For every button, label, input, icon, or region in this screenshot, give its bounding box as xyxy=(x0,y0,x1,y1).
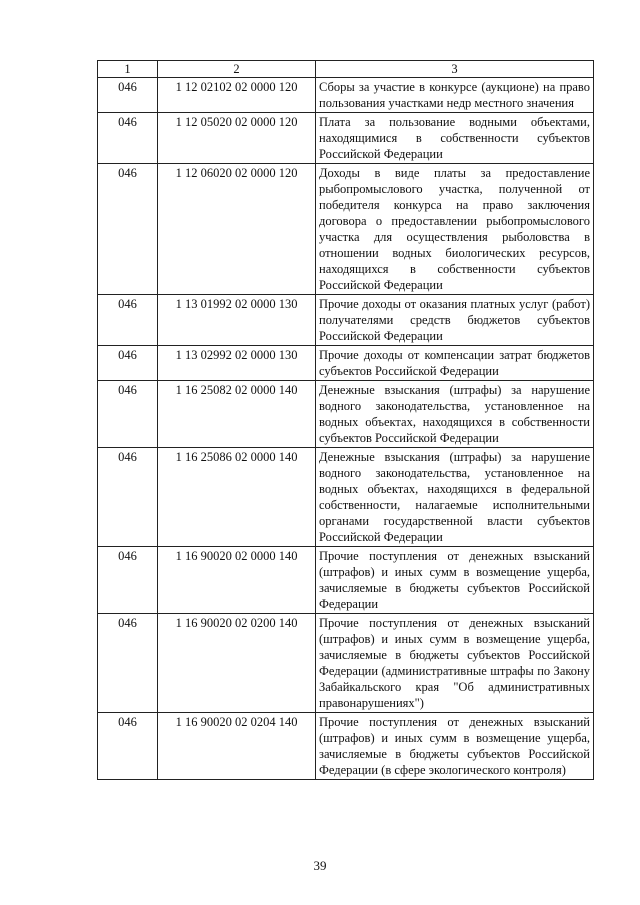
admin-code-cell: 046 xyxy=(98,713,158,780)
revenue-code-cell: 1 12 06020 02 0000 120 xyxy=(158,164,316,295)
table-row xyxy=(98,614,594,713)
page-number: 39 xyxy=(313,858,327,873)
revenue-name-cell: Доходы в виде платы за предоставление рыбопромыслового участка, полученной от победителя конкурса на право заключения договора о предоставлении рыбопромыслового участка для осуществления рыболовства в отношении водных биологических ресурсов, находящихся в собственности субъектов Российской Федерации xyxy=(316,164,594,295)
table-header-row xyxy=(98,61,594,78)
admin-code-cell: 046 xyxy=(98,295,158,346)
revenue-name-cell: Денежные взыскания (штрафы) за нарушение водного законодательства, установленное на водных объектах, находящихся в собственности субъектов Российской Федерации xyxy=(316,381,594,448)
revenue-code-cell: 1 12 02102 02 0000 120 xyxy=(158,78,316,113)
admin-code-cell: 046 xyxy=(98,547,158,614)
table-row xyxy=(98,346,594,381)
revenue-name-cell: Прочие поступления от денежных взысканий (штрафов) и иных сумм в возмещение ущерба, зачисляемые в бюджеты субъектов Российской Федерации (административные штрафы по Закону Забайкальского края "Об административных правонарушениях") xyxy=(316,614,594,713)
revenue-code-cell: 1 12 05020 02 0000 120 xyxy=(158,113,316,164)
table-row xyxy=(98,295,594,346)
column-header-2: 2 xyxy=(158,61,316,78)
admin-code-cell: 046 xyxy=(98,164,158,295)
revenue-name-cell: Прочие поступления от денежных взысканий (штрафов) и иных сумм в возмещение ущерба, зачисляемые в бюджеты субъектов Российской Федерации (в сфере экологического контроля) xyxy=(316,713,594,780)
revenue-name-cell: Прочие поступления от денежных взысканий (штрафов) и иных сумм в возмещение ущерба, зачисляемые в бюджеты субъектов Российской Федерации xyxy=(316,547,594,614)
table-row xyxy=(98,448,594,547)
table-row xyxy=(98,113,594,164)
revenue-name-cell: Сборы за участие в конкурсе (аукционе) на право пользования участками недр местного значения xyxy=(316,78,594,113)
revenue-code-cell: 1 16 25082 02 0000 140 xyxy=(158,381,316,448)
admin-code-cell: 046 xyxy=(98,381,158,448)
revenue-code-cell: 1 16 25086 02 0000 140 xyxy=(158,448,316,547)
admin-code-cell: 046 xyxy=(98,448,158,547)
table-row xyxy=(98,78,594,113)
revenue-code-cell: 1 16 90020 02 0204 140 xyxy=(158,713,316,780)
revenue-name-cell: Плата за пользование водными объектами, находящимися в собственности субъектов Российской Федерации xyxy=(316,113,594,164)
revenue-name-cell: Денежные взыскания (штрафы) за нарушение водного законодательства, установленное на водных объектах, находящихся в федеральной собственности, налагаемые исполнительными органами государственной власти субъектов Российской Федерации xyxy=(316,448,594,547)
admin-code-cell: 046 xyxy=(98,78,158,113)
admin-code-cell: 046 xyxy=(98,113,158,164)
revenue-name-cell: Прочие доходы от компенсации затрат бюджетов субъектов Российской Федерации xyxy=(316,346,594,381)
revenue-code-cell: 1 16 90020 02 0000 140 xyxy=(158,547,316,614)
table-row xyxy=(98,713,594,780)
table-row xyxy=(98,547,594,614)
admin-code-cell: 046 xyxy=(98,346,158,381)
table-row xyxy=(98,381,594,448)
column-header-1: 1 xyxy=(98,61,158,78)
table-row xyxy=(98,164,594,295)
admin-code-cell: 046 xyxy=(98,614,158,713)
column-header-3: 3 xyxy=(316,61,594,78)
revenue-name-cell: Прочие доходы от оказания платных услуг (работ) получателями средств бюджетов субъектов Российской Федерации xyxy=(316,295,594,346)
revenue-code-cell: 1 16 90020 02 0200 140 xyxy=(158,614,316,713)
revenue-codes-table xyxy=(97,60,594,780)
revenue-code-cell: 1 13 01992 02 0000 130 xyxy=(158,295,316,346)
revenue-code-cell: 1 13 02992 02 0000 130 xyxy=(158,346,316,381)
